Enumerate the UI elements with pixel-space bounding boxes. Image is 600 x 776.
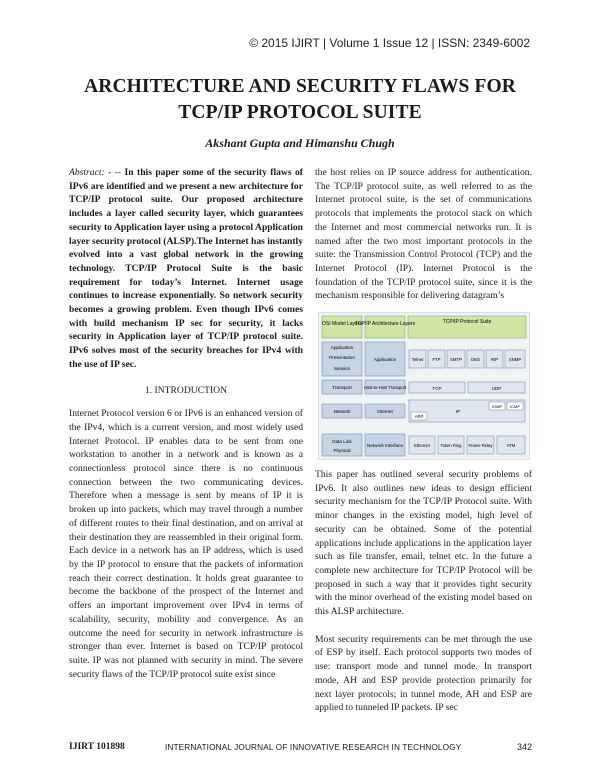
fig-col3-header: TCP/IP Protocol Suite [442,319,492,325]
fig-tcp-network: Network Interface [367,443,403,448]
abstract-text: In this paper some of the security flaws of IPv6 are identified and we present a new architecture for TCP/IP protocol suite. Our proposed architecture includes a layer called security layer, which guarantees security to Application layer using a protocol Application layer security protocol (ALSP).The Internet has instantly evolved into a vast global network in the growing technology. TCP/IP Protocol Suite is the basic requirement for today’s Internet. Internet usage continues to increase exponentially. So network security becomes a growing problem. Even though IPv6 comes with build mechanism IP sec for security, it lacks security in Application layer of TCP/IP protocol suite. IPv6 solves most of the security breaches for IPv4 with the use of IP sec. [69,167,303,370]
intro-paragraph: Internet Protocol version 6 or IPv6 is an enhanced version of the IPv4, which is a current version, and most widely used Internet Protocol. IP enables data to be sent from one workstation to another in a network and is known as a connectionless protocol since there is no continuous connection between the two communicating devices. Therefore when a message is sent by means of IP it is broken up into packets, which may travel through a number of different routes to their final destination, and on arrival at their destination they are reassembled in their original form. Each device in a network has an IP address, which is used by the IP protocol to ensure that the packets of information reach their correct destination. It holds great guarantee to become the backbone of the prospect of the Internet and offers an important improvement over IPv4 in terms of scalability, security, mobility and convergence. As an outcome the need for security in network infrastructure is stronger than ever. Internet is based on TCP/IP protocol suite. IP was not planned with security in mind. The severe security flaws of the TCP/IP protocol suite exist since [69,408,303,680]
fig-osi-physical: Physical [333,448,351,453]
right-column [315,166,532,303]
paper-title [0,74,600,126]
fig-osi-application: Application [330,345,354,350]
fig-proto-ftp: FTP [432,357,441,362]
left-column [69,166,303,681]
right-paragraph-3: Most security requirements can be met through the use of ESP by itself. Each protocol supports two modes of use: transport mode and tunnel mode. In transport mode, AH and ESP provide protection primarily for next layer protocols; in tunnel mode, AH and ESP are applied to tunneled IP packets. IP sec [315,633,532,714]
fig-proto-ethernet: Ethernet [414,443,430,448]
tcpip-architecture-figure [318,312,530,460]
right-paragraph-1: the host relies on IP source address for authentication. The TCP/IP protocol suite, as well referred to as the Internet protocol suite, is the set of communications protocols that implements the protocol stack on which the Internet and most commercial networks run. It is named after the two most important protocols in the suite: the Transmission Control Protocol (TCP) and the Internet Protocol (IP). Internet Protocol is the foundation of the TCP/IP protocol suite, since it is the mechanism responsible for delivering datagram’s [315,167,532,302]
fig-col1-header: OSI Model Layers [321,321,363,327]
fig-tcp-application: Application [373,357,397,362]
fig-proto-ip: IP [455,409,461,414]
fig-proto-arp: ARP [414,414,424,419]
footer-journal-id: IJIRT 101898 [69,742,125,752]
abstract-label: Abstract: - -- [69,167,122,178]
fig-proto-igmp: IGMP [491,404,503,409]
authors: Akshant Gupta and Himanshu Chugh [205,136,395,150]
fig-osi-datalink: Data Link [332,439,352,444]
fig-col2-header: TCP/IP Architecture Layers [354,321,416,327]
fig-proto-icmp: ICMP [510,404,520,409]
fig-proto-smtp: SMTP [450,357,462,362]
fig-proto-atm: ATM [506,443,516,448]
figure-svg [318,312,530,460]
fig-proto-telnet: Telnet [411,357,424,362]
fig-proto-rip: RIP [490,357,499,362]
title-line-1: ARCHITECTURE AND SECURITY FLAWS FOR [84,76,516,97]
right-paragraph-2: This paper has outlined several security problems of IPv6. It also outlines new ideas to design efficient security mechanism for the TCP/IP Protocol suite. With minor changes in the existing model, high level of security can be obtained. Some of the potential applications include applications in the application layer such as file transfer, email, telnet etc. In the future a complete new architecture for TCP/IP Protocol will be proposed in such a way that it provides tight security with the minor overhead of the existing model based on this ALSP architecture. [315,469,532,618]
fig-proto-dns: DNS [470,357,481,362]
fig-proto-tcp: TCP [432,386,442,391]
fig-osi-session: Session [333,366,351,371]
running-header: © 2015 IJIRT | Volume 1 Issue 12 | ISSN: 2349-6002 [249,36,530,50]
fig-proto-framerelay: Frame Relay [468,443,493,448]
fig-osi-presentation: Presentation [329,355,355,360]
footer-page-number: 342 [516,742,532,752]
fig-tcp-internet: Internet [377,409,393,414]
fig-proto-snmp: SNMP [508,357,522,362]
fig-proto-udp: UDP [491,386,502,391]
right-column-lower [315,468,532,715]
abstract [69,166,303,372]
fig-osi-network: Network [333,409,351,414]
footer-journal-name: INTERNATIONAL JOURNAL OF INNOVATIVE RESEARCH IN TECHNOLOGY [165,742,462,752]
fig-osi-transport: Transport [332,385,352,390]
fig-proto-tokenring: Token Ring [440,443,462,448]
section-heading-introduction: 1. INTRODUCTION [144,384,228,396]
title-line-2: TCP/IP PROTOCOL SUITE [178,102,422,123]
fig-tcp-hosttohost: Host-to-Host Transport [363,385,407,390]
